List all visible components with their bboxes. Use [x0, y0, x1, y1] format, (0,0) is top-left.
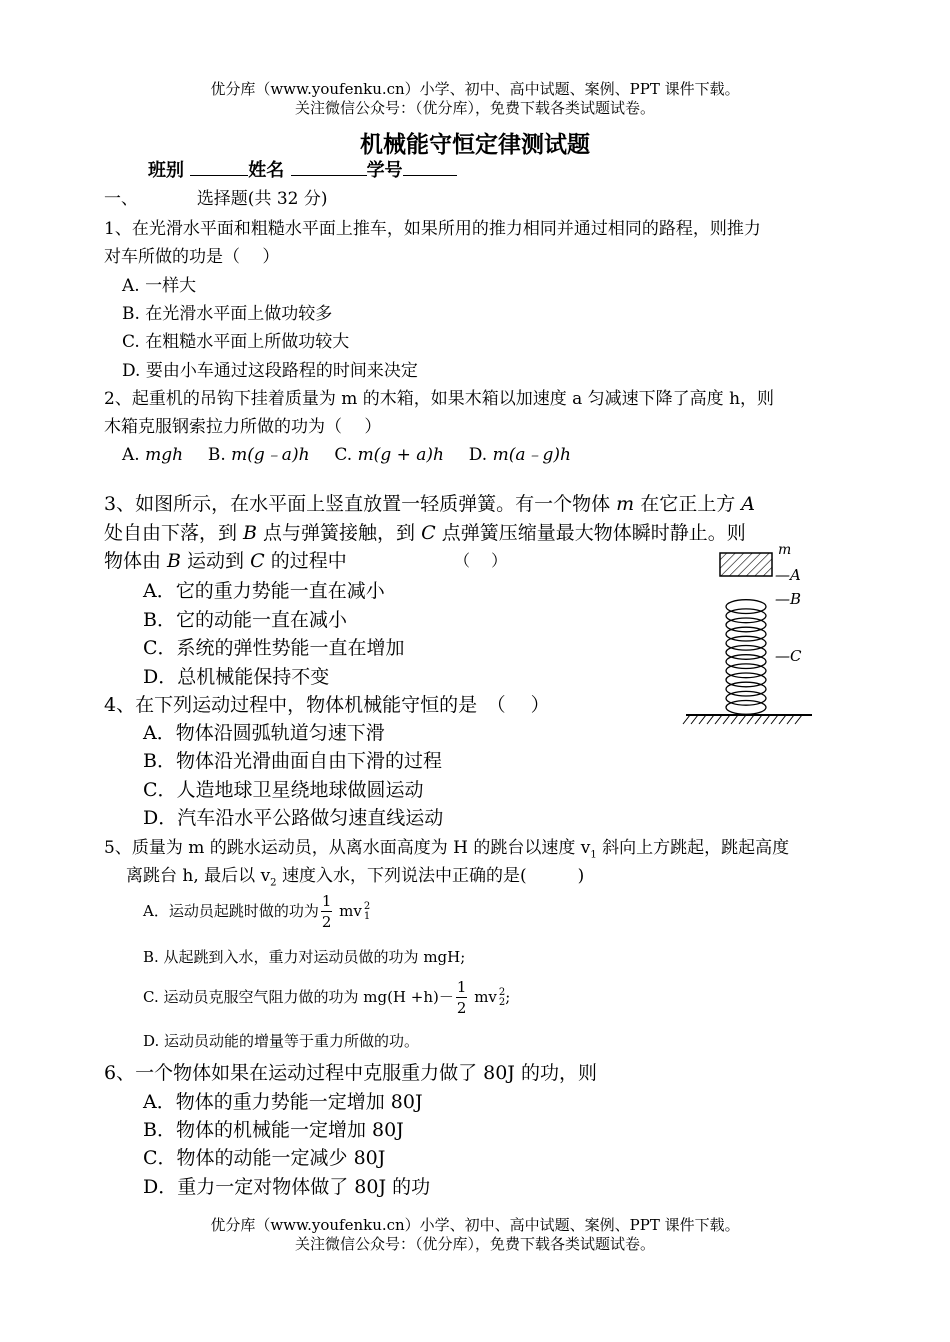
- q2-option-d: m(a﹣g)h: [492, 445, 571, 465]
- student-info-fields: [148, 156, 457, 182]
- q3-var-m: m: [616, 493, 635, 515]
- ground-hatch-line: [707, 715, 714, 724]
- id-label: 学号: [366, 160, 403, 181]
- q6-option-c: C．物体的动能一定减少 80J: [143, 1147, 386, 1169]
- ground-hatch-line: [763, 715, 770, 724]
- subscript: 1: [363, 911, 371, 922]
- q5-text: 离跳台 h, 最后以 v: [126, 866, 271, 886]
- q5-text: 斜向上方跳起，跳起高度: [596, 838, 790, 858]
- q3-stem-line-2: [104, 518, 746, 545]
- footer-line-1: 优分库（www.youfenku.cn）小学、初中、高中试题、案例、PPT 课件下载。: [210, 1216, 740, 1234]
- q3-text: 处自由下落，到: [104, 522, 244, 544]
- q3-text: 的过程中: [264, 550, 347, 572]
- q1-stem-line-1: 1、在光滑水平面和粗糙水平面上推车，如果所用的推力相同并通过相同的路程，则推力: [104, 219, 761, 239]
- ground-hatch-line: [779, 715, 786, 724]
- fraction-half: [321, 894, 333, 930]
- q3-option-c: C．系统的弹性势能一直在增加: [143, 637, 405, 659]
- page-title: 机械能守恒定律测试题: [360, 132, 590, 158]
- q6-option-d: D．重力一定对物体做了 80J 的功: [143, 1176, 431, 1198]
- q3-text: 运动到: [181, 550, 251, 572]
- q4-option-d: D．汽车沿水平公路做匀速直线运动: [143, 807, 444, 829]
- q3-text: 点弹簧压缩量最大物体瞬时静止。则: [435, 522, 746, 544]
- q3-var-a: A: [741, 493, 755, 515]
- ground-hatch-line: [699, 715, 706, 724]
- q3-text: 点与弹簧接触，到: [257, 522, 422, 544]
- q2-option-c: m(g + a)h: [357, 445, 444, 465]
- q5-option-a-text: A．运动员起跳时做的功为: [143, 902, 319, 920]
- ground-hatch-line: [691, 715, 698, 724]
- footer-line-2: 关注微信公众号：（优分库），免费下载各类试题试卷。: [294, 1235, 655, 1253]
- header-line-2: 关注微信公众号：（优分库），免费下载各类试题试卷。: [294, 99, 655, 117]
- q5-stem-line-1: [104, 833, 789, 860]
- numerator: 1: [456, 978, 467, 996]
- q3-var-b: B: [167, 550, 182, 572]
- id-blank: [403, 157, 457, 176]
- ground-hatch: [683, 715, 802, 724]
- q6-option-a: A．物体的重力势能一定增加 80J: [143, 1091, 423, 1113]
- q1-option-d: D. 要由小车通过这段路程的时间来决定: [122, 361, 418, 381]
- ground-hatch-line: [747, 715, 754, 724]
- q2-option-b: m(g﹣a)h: [231, 445, 310, 465]
- q3-var-b: B: [243, 522, 258, 544]
- denominator: 2: [456, 999, 467, 1017]
- q4-option-b: B．物体沿光滑曲面自由下滑的过程: [143, 750, 442, 772]
- q3-var-c: C: [250, 550, 265, 572]
- ground-hatch-line: [715, 715, 722, 724]
- q5-sub-1: 1: [590, 849, 597, 861]
- subscript: 2: [498, 997, 506, 1008]
- numerator: 1: [321, 892, 332, 910]
- q5-option-c: [143, 980, 510, 1016]
- ground-hatch-line: [771, 715, 778, 724]
- q3-stem-line-3: [104, 546, 347, 573]
- q2-option-d-label: D.: [468, 445, 488, 465]
- q5-option-c-text: C. 运动员克服空气阻力做的功为 mg(H +h)－: [143, 988, 454, 1006]
- spring-coils: [726, 600, 766, 715]
- ground-hatch-line: [723, 715, 730, 724]
- q3-stem-line-1: [104, 489, 755, 516]
- q5-sub-2: 2: [270, 877, 277, 889]
- label-m: m: [778, 542, 792, 558]
- spring-coil: [726, 701, 766, 715]
- q2-stem-line-1: 2、起重机的吊钩下挂着质量为 m 的木箱，如果木箱以加速度 a 匀减速下降了高度 h，则: [104, 389, 775, 409]
- exponent-subscript: [364, 902, 370, 922]
- class-label: 班别: [148, 160, 184, 181]
- q2-option-c-label: C.: [334, 445, 353, 465]
- ground-hatch-line: [787, 715, 794, 724]
- label-a: —A: [775, 566, 801, 584]
- q5-text: 5、质量为 m 的跳水运动员，从离水面高度为 H 的跳台以速度 v: [104, 838, 591, 858]
- ground-hatch-line: [795, 715, 802, 724]
- q2-option-a: mgh: [145, 445, 184, 465]
- section-title: 选择题(共 32 分): [196, 189, 328, 209]
- q3-option-b: B．它的动能一直在减小: [143, 609, 347, 631]
- q3-text: 在它正上方: [634, 493, 742, 515]
- q5-option-a: [143, 894, 370, 930]
- q5-stem-line-2: [126, 861, 584, 888]
- q1-option-a: A. 一样大: [122, 276, 197, 296]
- q3-text: 3、如图所示，在水平面上竖直放置一轻质弹簧。有一个物体: [104, 493, 617, 515]
- section-number: 一、: [104, 189, 138, 209]
- q5-mv: mv: [339, 902, 362, 920]
- label-b: —B: [775, 590, 802, 608]
- q2-stem-line-2: 木箱克服钢索拉力所做的功为（ ）: [104, 417, 382, 437]
- q2-option-b-label: B.: [207, 445, 226, 465]
- q4-option-c: C．人造地球卫星绕地球做圆运动: [143, 779, 424, 801]
- q5-option-d: D. 运动员动能的增量等于重力所做的功。: [143, 1032, 420, 1050]
- q5-text: 速度入水，下列说法中正确的是( ): [276, 866, 585, 886]
- header-line-1: 优分库（www.youfenku.cn）小学、初中、高中试题、案例、PPT 课件下载。: [210, 80, 740, 98]
- name-blank: [291, 157, 367, 176]
- superscript: 2: [363, 901, 371, 912]
- fraction-half: [456, 980, 468, 1016]
- q5-semicolon: ;: [505, 988, 511, 1006]
- q1-option-b: B. 在光滑水平面上做功较多: [122, 304, 333, 324]
- q4-option-a: A．物体沿圆弧轨道匀速下滑: [143, 722, 385, 744]
- spring-figure: [680, 540, 820, 730]
- q3-option-a: A．它的重力势能一直在减小: [143, 580, 385, 602]
- q1-option-c: C. 在粗糙水平面上所做功较大: [122, 332, 350, 352]
- q2-options: [122, 440, 571, 465]
- q3-answer-paren: （ ）: [454, 551, 508, 570]
- q3-var-c: C: [421, 522, 436, 544]
- label-c: —C: [775, 647, 802, 665]
- q2-option-a-label: A.: [122, 445, 140, 465]
- superscript: 2: [498, 987, 506, 998]
- ground-hatch-line: [683, 715, 690, 724]
- section-heading: [104, 184, 328, 209]
- q6-stem: 6、一个物体如果在运动过程中克服重力做了 80J 的功，则: [104, 1062, 597, 1084]
- q1-stem-line-2: 对车所做的功是（ ）: [104, 247, 280, 267]
- q5-option-b: B. 从起跳到入水，重力对运动员做的功为 mgH;: [143, 948, 466, 966]
- ground-hatch-line: [731, 715, 738, 724]
- q4-stem: 4、在下列运动过程中，物体机械能守恒的是 （ ）: [104, 694, 550, 716]
- q3-text: 物体由: [104, 550, 168, 572]
- denominator: 2: [321, 913, 332, 931]
- class-blank: [190, 157, 248, 176]
- block-mass: [720, 553, 772, 576]
- name-label: 姓名: [248, 160, 285, 181]
- q3-option-d: D．总机械能保持不变: [143, 666, 330, 688]
- ground-hatch-line: [739, 715, 746, 724]
- q5-mv: mv: [474, 988, 497, 1006]
- q6-option-b: B．物体的机械能一定增加 80J: [143, 1119, 404, 1141]
- ground-hatch-line: [755, 715, 762, 724]
